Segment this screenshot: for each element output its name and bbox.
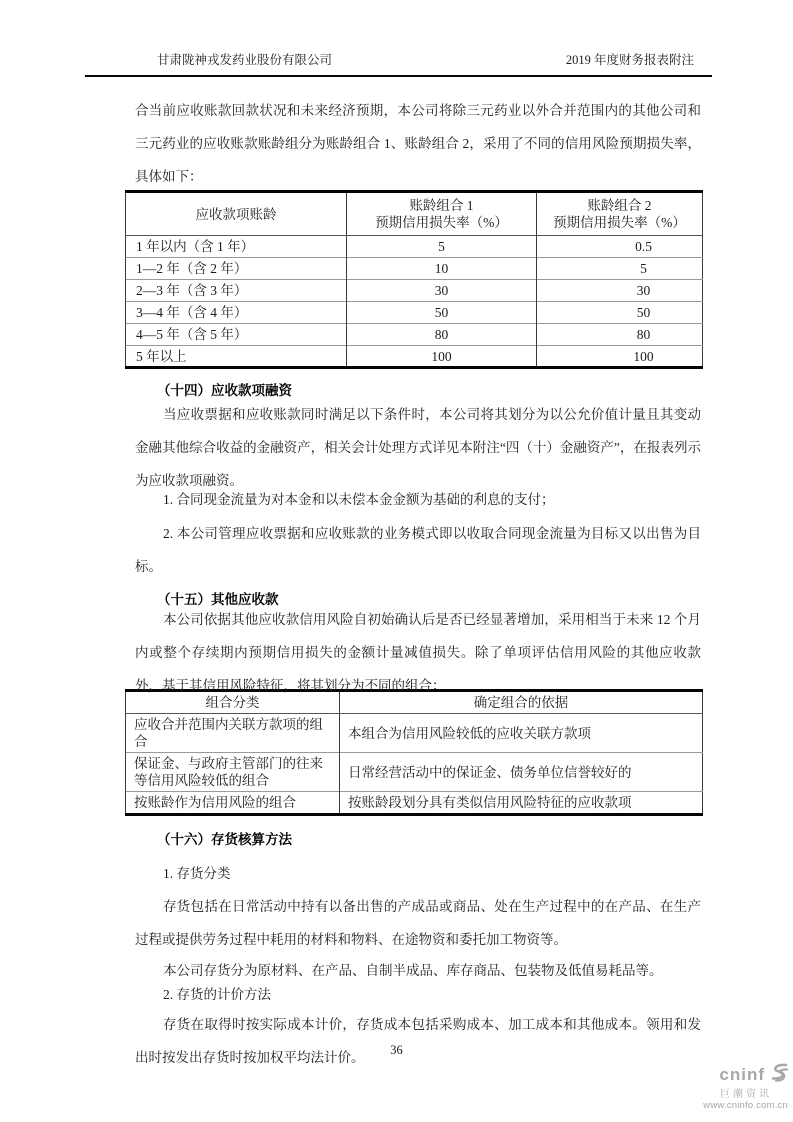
section-16-paragraph-3: 存货在取得时按实际成本计价，存货成本包括采购成本、加工成本和其他成本。领用和发出时按发出存货时按加权平均法计价。 [135, 1017, 701, 1065]
company-name: 甘肃陇神戎发药业股份有限公司 [157, 53, 333, 67]
table-cell: 80 [347, 324, 537, 346]
header-cell: 组合分类 [126, 691, 340, 714]
table-cell: 按账龄段划分具有类似信用风险特征的应收款项 [340, 792, 703, 815]
table-cell: 50 [537, 302, 703, 324]
section-14-item-1: 1. 合同现金流量为对本金和以未偿本金金额为基础的利息的支付； [163, 492, 555, 507]
table-row [126, 236, 703, 258]
table-cell: 80 [537, 324, 703, 346]
table-cell: 30 [537, 280, 703, 302]
table-row [126, 302, 703, 324]
table-row [126, 714, 703, 753]
section-16-paragraph-2: 本公司存货分为原材料、在产品、自制半成品、库存商品、包装物及低值易耗品等。 [163, 963, 663, 978]
section-16-paragraph-1: 存货包括在日常活动中持有以备出售的产成品或商品、处在生产过程中的在产品、在生产过程或提供劳务过程中耗用的材料和物料、在途物资和委托加工物资等。 [135, 899, 701, 947]
intro-paragraph: 合当前应收账款回款状况和未来经济预期，本公司将除三元药业以外合并范围内的其他公司和三元药业的应收账款账龄组分为账龄组合 1、账龄组合 2，采用了不同的信用风险预期损失率，具体如下： [135, 103, 701, 184]
table-row [126, 346, 703, 368]
section-14-paragraph: 当应收票据和应收账款同时满足以下条件时，本公司将其划分为以公允价值计量且其变动金融其他综合收益的金融资产，相关会计处理方式详见本附注“四（十）金融资产”，在报表列示为应收款项融资。 [135, 407, 701, 488]
table-cell: 5 年以上 [126, 346, 347, 368]
cninf-logo [658, 1063, 788, 1111]
table-cell: 5 [347, 236, 537, 258]
page-body [135, 74, 701, 1074]
table-cell: 1 年以内（含 1 年） [126, 236, 347, 258]
doc-title: 2019 年度财务报表附注 [565, 53, 694, 67]
table-cell: 保证金、与政府主管部门的往来等信用风险较低的组合 [126, 753, 340, 792]
table-cell: 4—5 年（含 5 年） [126, 324, 347, 346]
table-cell: 应收合并范围内关联方款项的组合 [126, 714, 340, 753]
cninf-url: www.cninfo.com.cn [703, 1099, 788, 1111]
table-cell: 100 [347, 346, 537, 368]
table-row [126, 280, 703, 302]
section-16-sub-1: 1. 存货分类 [163, 866, 231, 881]
section-14-item-2: 2. 本公司管理应收票据和应收账款的业务模式即以收取合同现金流量为目标又以出售为目标。 [135, 526, 701, 574]
cninf-swirl-icon [766, 1063, 788, 1088]
table-row [126, 324, 703, 346]
table-cell: 按账龄作为信用风险的组合 [126, 792, 340, 815]
header-cell: 确定组合的依据 [340, 691, 703, 714]
header-cell: 账龄组合 1 预期信用损失率（%） [347, 192, 537, 236]
table-row [126, 792, 703, 815]
table-cell: 1—2 年（含 2 年） [126, 258, 347, 280]
header-cell: 账龄组合 2 预期信用损失率（%） [537, 192, 703, 236]
table-header-row [126, 192, 703, 236]
cninf-cn-name: 巨潮资讯 [720, 1088, 772, 1100]
section-14-heading: （十四）应收款项融资 [157, 383, 292, 398]
aging-loss-rate-table [125, 190, 703, 369]
table-row [126, 753, 703, 792]
table-cell: 30 [347, 280, 537, 302]
table-cell: 2—3 年（含 3 年） [126, 280, 347, 302]
cninf-wordmark: cninf [719, 1064, 765, 1084]
section-15-heading: （十五）其他应收款 [157, 592, 279, 607]
table-cell: 日常经营活动中的保证金、债务单位信誉较好的 [340, 753, 703, 792]
portfolio-basis-table [125, 689, 703, 816]
table-cell: 0.5 [537, 236, 703, 258]
section-16-sub-2: 2. 存货的计价方法 [163, 987, 271, 1002]
page-header [85, 50, 712, 77]
table-cell: 10 [347, 258, 537, 280]
table-cell: 50 [347, 302, 537, 324]
page-number: 36 [390, 1043, 403, 1057]
table-cell: 3—4 年（含 4 年） [126, 302, 347, 324]
table-cell: 5 [537, 258, 703, 280]
section-16-heading: （十六）存货核算方法 [157, 832, 292, 847]
table-cell: 100 [537, 346, 703, 368]
table-row [126, 258, 703, 280]
section-15-paragraph: 本公司依据其他应收款信用风险自初始确认后是否已经显著增加，采用相当于未来 12 个月内或整个存续期内预期信用损失的金额计量减值损失。除了单项评估信用风险的其他应收款外，基于其信用风险特征，将其划分为不同的组合： [135, 612, 701, 693]
table-cell: 本组合为信用风险较低的应收关联方款项 [340, 714, 703, 753]
header-cell: 应收款项账龄 [126, 192, 347, 236]
